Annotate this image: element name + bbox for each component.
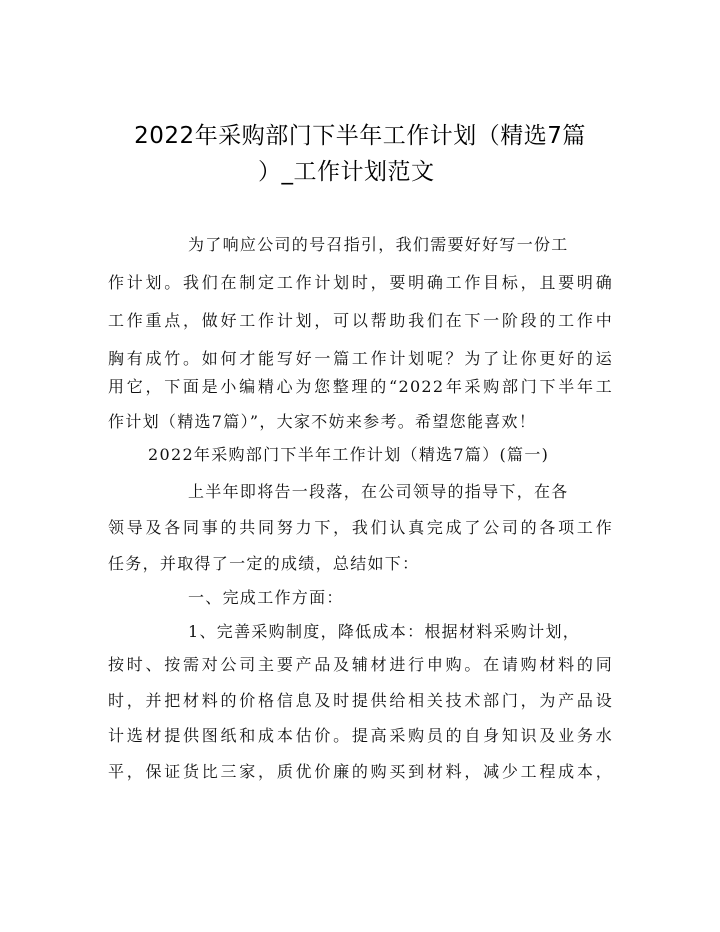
paragraph-line: 平，保证货比三家，质优价廉的购买到材料，减少工程成本，: [108, 762, 613, 781]
section-heading: 2022年采购部门下半年工作计划（精选7篇）(篇一): [148, 445, 550, 464]
paragraph-line: 胸有成竹。如何才能写好一篇工作计划呢？为了让你更好的运: [108, 349, 613, 368]
paragraph-line: 任务，并取得了一定的成绩，总结如下：: [108, 554, 420, 573]
paragraph-line: 用它，下面是小编精心为您整理的“2022年采购部门下半年工: [108, 377, 613, 396]
paragraph-line: 1、完善采购制度，降低成本：根据材料采购计划，: [188, 622, 581, 641]
paragraph-line: 作计划（精选7篇）”，大家不妨来参考。希望您能喜欢！: [108, 412, 537, 431]
paragraph-line: 领导及各同事的共同努力下，我们认真完成了公司的各项工作: [108, 518, 613, 537]
document-title-line-1: 2022年采购部门下半年工作计划（精选7篇: [134, 123, 586, 149]
paragraph-line: 按时、按需对公司主要产品及辅材进行申购。在请购材料的同: [108, 655, 613, 674]
paragraph-line: 上半年即将告一段落，在公司领导的指导下，在各: [188, 482, 569, 501]
paragraph-line: 为了响应公司的号召指引，我们需要好好写一份工: [188, 235, 569, 254]
paragraph-line: 计选材提供图纸和成本估价。提高采购员的自身知识及业务水: [108, 726, 613, 745]
document-title-line-2: ）_工作计划范文: [258, 159, 435, 185]
paragraph-line: 作计划。我们在制定工作计划时，要明确工作目标，且要明确: [108, 273, 613, 292]
paragraph-line: 工作重点，做好工作计划，可以帮助我们在下一阶段的工作中: [108, 311, 613, 330]
subsection-heading: 一、完成工作方面：: [188, 588, 344, 607]
paragraph-line: 时，并把材料的价格信息及时提供给相关技术部门，为产品设: [108, 691, 613, 710]
